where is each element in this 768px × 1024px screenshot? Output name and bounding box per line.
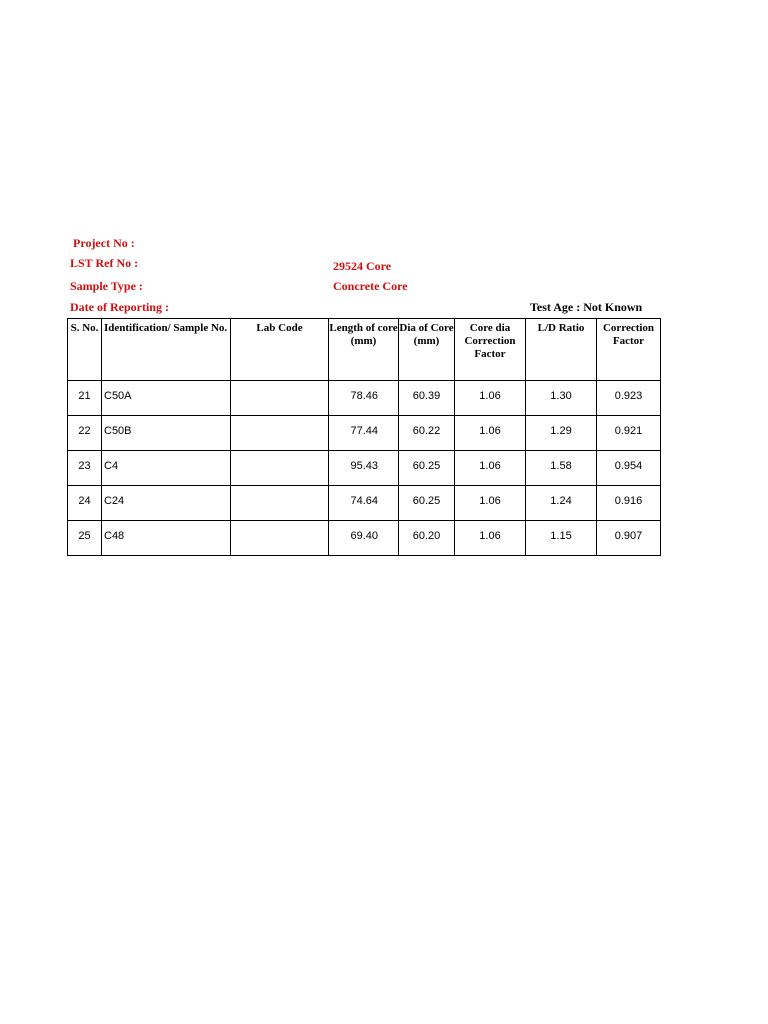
cell-dia: 60.39 [399,381,455,416]
test-age-label: Test Age : Not Known [530,300,643,314]
col-header-dia: Dia of Core (mm) [399,319,455,381]
date-of-reporting-label: Date of Reporting : [70,300,169,314]
table-row [68,451,661,486]
cell-length: 77.44 [329,416,399,451]
results-table [67,318,661,556]
cell-length: 78.46 [329,381,399,416]
cell-core-dia-cf: 1.06 [455,486,526,521]
cell-identification: C50B [102,416,231,451]
cell-dia: 60.25 [399,451,455,486]
cell-lab-code [231,486,329,521]
sample-type-value: Concrete Core [333,279,408,293]
cell-ld-ratio: 1.15 [526,521,597,556]
cell-lab-code [231,451,329,486]
table-row [68,381,661,416]
cell-sno: 22 [68,416,102,451]
cell-correction-factor: 0.916 [597,486,661,521]
col-header-ld-ratio: L/D Ratio [526,319,597,381]
table-row [68,486,661,521]
cell-lab-code [231,416,329,451]
cell-ld-ratio: 1.29 [526,416,597,451]
col-header-lab-code: Lab Code [231,319,329,381]
cell-lab-code [231,381,329,416]
sample-type-label: Sample Type : [70,279,143,293]
cell-ld-ratio: 1.30 [526,381,597,416]
cell-identification: C4 [102,451,231,486]
cell-length: 74.64 [329,486,399,521]
cell-ld-ratio: 1.24 [526,486,597,521]
lst-ref-label: LST Ref No : [70,256,139,270]
cell-identification: C48 [102,521,231,556]
col-header-sno: S. No. [68,319,102,381]
cell-dia: 60.22 [399,416,455,451]
cell-ld-ratio: 1.58 [526,451,597,486]
cell-core-dia-cf: 1.06 [455,416,526,451]
cell-sno: 21 [68,381,102,416]
table-row [68,521,661,556]
col-header-core-dia-cf: Core dia Correction Factor [455,319,526,381]
lst-ref-value: 29524 Core [333,259,392,273]
cell-identification: C50A [102,381,231,416]
cell-dia: 60.25 [399,486,455,521]
cell-core-dia-cf: 1.06 [455,521,526,556]
cell-correction-factor: 0.923 [597,381,661,416]
cell-sno: 24 [68,486,102,521]
cell-lab-code [231,521,329,556]
col-header-correction-factor: Correction Factor [597,319,661,381]
cell-correction-factor: 0.954 [597,451,661,486]
cell-core-dia-cf: 1.06 [455,381,526,416]
cell-length: 69.40 [329,521,399,556]
cell-correction-factor: 0.921 [597,416,661,451]
col-header-identification: Identification/ Sample No. [102,319,231,381]
cell-sno: 25 [68,521,102,556]
table-row [68,416,661,451]
cell-correction-factor: 0.907 [597,521,661,556]
cell-sno: 23 [68,451,102,486]
table-header-row [68,319,661,381]
project-no-label: Project No : [73,236,135,250]
cell-dia: 60.20 [399,521,455,556]
cell-identification: C24 [102,486,231,521]
cell-length: 95.43 [329,451,399,486]
col-header-length: Length of core (mm) [329,319,399,381]
cell-core-dia-cf: 1.06 [455,451,526,486]
